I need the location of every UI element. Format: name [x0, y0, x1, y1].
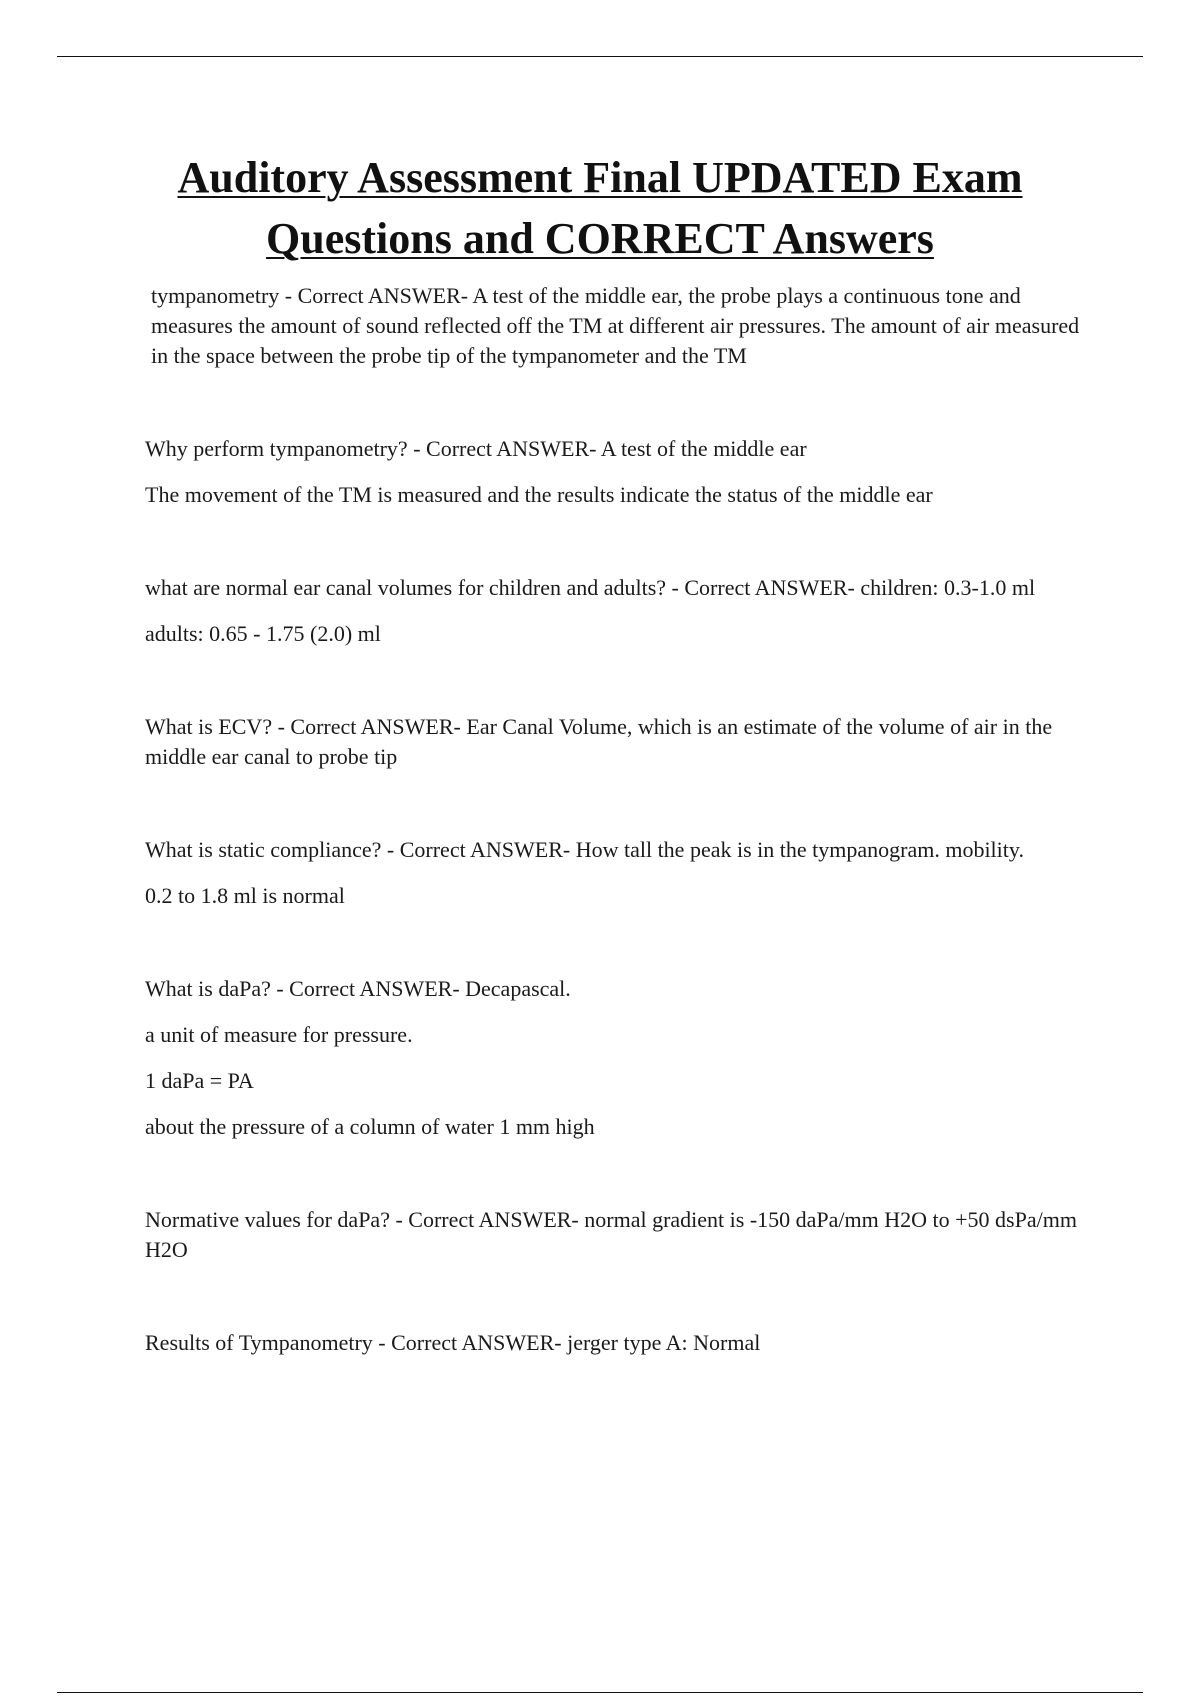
qa-paragraph: What is daPa? - Correct ANSWER- Decapascal. — [145, 976, 571, 1001]
qa-paragraph: Normative values for daPa? - Correct ANSWER- normal gradient is -150 daPa/mm H2O to +50 dsPa/mm H2O — [145, 1207, 1077, 1262]
qa-paragraph: What is static compliance? - Correct ANSWER- How tall the peak is in the tympanogram. mobility. — [145, 837, 1024, 862]
qa-paragraph: 0.2 to 1.8 ml is normal — [145, 883, 345, 908]
qa-paragraph: tympanometry - Correct ANSWER- A test of the middle ear, the probe plays a continuous tone and measures the amount of sound reflected off the TM at different air pressures. The amount of air measured in the space between the probe tip of the tympanometer and the TM — [151, 283, 1080, 368]
qa-paragraph: a unit of measure for pressure. — [145, 1022, 413, 1047]
qa-paragraph: about the pressure of a column of water 1 mm high — [145, 1114, 595, 1139]
qa-paragraph: Why perform tympanometry? - Correct ANSWER- A test of the middle ear — [145, 436, 807, 461]
qa-entry-why-tympanometry — [145, 434, 1090, 510]
qa-entry-normative-dapa — [145, 1205, 1090, 1265]
qa-paragraph: 1 daPa = PA — [145, 1068, 254, 1093]
qa-entry-tympanometry — [145, 281, 1090, 371]
bottom-rule — [57, 1692, 1143, 1693]
qa-entry-static-compliance — [145, 835, 1090, 911]
qa-paragraph: What is ECV? - Correct ANSWER- Ear Canal Volume, which is an estimate of the volume of air in the middle ear canal to probe tip — [145, 714, 1053, 769]
top-rule — [57, 56, 1143, 57]
qa-entry-ecv — [145, 712, 1090, 772]
qa-paragraph: adults: 0.65 - 1.75 (2.0) ml — [145, 621, 381, 646]
qa-paragraph: The movement of the TM is measured and the results indicate the status of the middle ear — [145, 482, 933, 507]
qa-paragraph: what are normal ear canal volumes for children and adults? - Correct ANSWER- children: 0.3-1.0 ml — [145, 575, 1036, 600]
document-title: Auditory Assessment Final UPDATED Exam Questions and CORRECT Answers — [177, 153, 1023, 263]
qa-entry-results-tympanometry — [145, 1328, 1090, 1358]
qa-entry-ear-canal-volumes — [145, 573, 1090, 649]
qa-entry-dapa — [145, 974, 1090, 1142]
qa-paragraph: Results of Tympanometry - Correct ANSWER- jerger type A: Normal — [145, 1330, 761, 1355]
qa-list — [145, 281, 1090, 1421]
